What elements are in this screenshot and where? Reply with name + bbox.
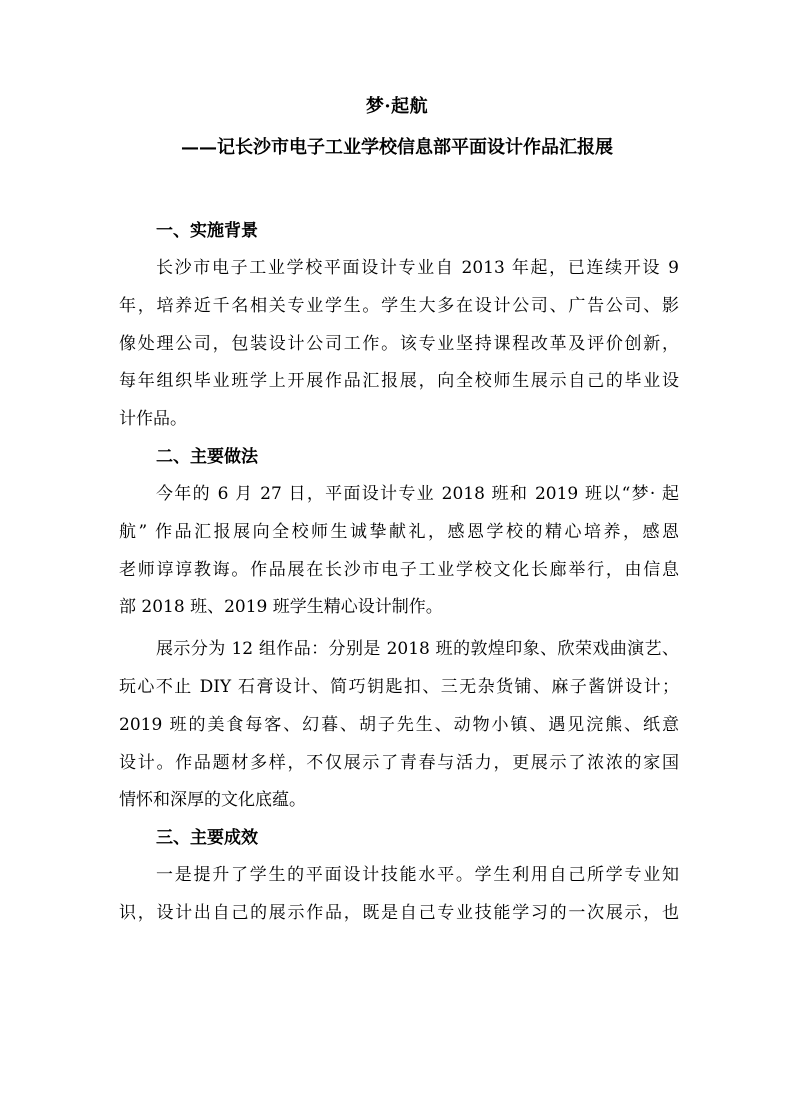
page-title: 梦·起航 (365, 96, 429, 117)
document-body (119, 213, 679, 933)
section-heading: 三、主要成效 (156, 828, 258, 849)
text-line: 长沙市电子工业学校平面设计专业自 2013 年起，已连续开设 9 (156, 258, 679, 278)
page-subtitle: ——记长沙市电子工业学校信息部平面设计作品汇报展 (181, 137, 613, 158)
text-line: 设计。作品题材多样，不仅展示了青春与活力，更展示了浓浓的家国 (119, 752, 679, 773)
text-line: 一是提升了学生的平面设计技能水平。学生利用自己所学专业知 (156, 865, 679, 886)
section-heading: 一、实施背景 (156, 221, 258, 241)
text-line: 老师谆谆教诲。作品展在长沙市电子工业学校文化长廊举行，由信息 (119, 559, 679, 580)
paragraph (119, 250, 679, 439)
text-line: 计作品。 (119, 409, 187, 430)
text-line: 展示分为 12 组作品：分别是 2018 班的敦煌印象、欣荣戏曲演艺、 (156, 639, 679, 660)
text-line: 玩心不止 DIY 石膏设计、简巧钥匙扣、三无杂货铺、麻子酱饼设计； (119, 676, 679, 697)
text-line: 情怀和深厚的文化底蕴。 (119, 790, 306, 811)
paragraph (119, 857, 679, 933)
text-line: 像处理公司，包装设计公司工作。该专业坚持课程改革及评价创新， (119, 333, 679, 354)
paragraph (119, 476, 679, 627)
section-heading: 二、主要做法 (156, 446, 258, 467)
text-line: 今年的 6 月 27 日，平面设计专业 2018 班和 2019 班以“梦· 起 (156, 483, 679, 504)
text-line: 年，培养近千名相关专业学生。学生大多在设计公司、广告公司、影 (119, 295, 679, 316)
paragraph (119, 631, 679, 820)
text-line: 每年组织毕业班学上开展作品汇报展，向全校师生展示自己的毕业设 (119, 371, 679, 392)
text-line: 2019 班的美食每客、幻暮、胡子先生、动物小镇、遇见浣熊、纸意 (119, 714, 679, 735)
text-line: 识，设计出自己的展示作品，既是自己专业技能学习的一次展示，也 (119, 902, 679, 923)
text-line: 航” 作品汇报展向全校师生诚挚献礼，感恩学校的精心培养，感恩 (119, 521, 679, 542)
text-line: 部 2018 班、2019 班学生精心设计制作。 (119, 597, 443, 618)
